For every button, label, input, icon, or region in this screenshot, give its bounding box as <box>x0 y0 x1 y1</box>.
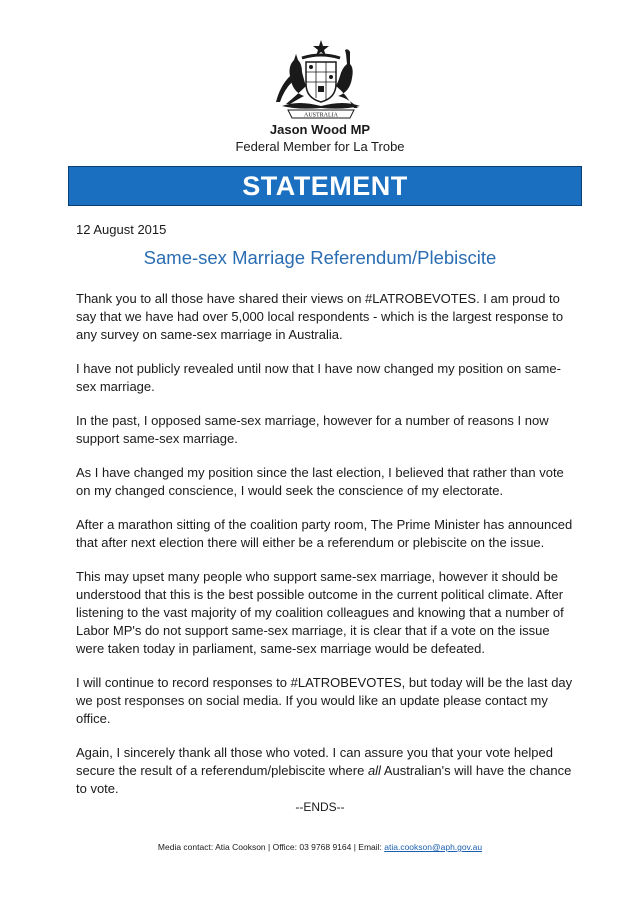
final-paragraph-emphasis: all <box>367 763 381 778</box>
crest-scroll-text: AUSTRALIA <box>304 112 338 119</box>
statement-date: 12 August 2015 <box>76 222 167 237</box>
paragraph: I have not publicly revealed until now that I have now changed my position on same-sex marriage. <box>76 361 561 394</box>
paragraph: Thank you to all those have shared their views on #LATROBEVOTES. I am proud to say that we have had over 5,000 local respondents - which is the largest response to any survey on same-sex marriage in Australia. <box>76 291 564 342</box>
statement-title: Same-sex Marriage Referendum/Plebiscite <box>143 247 497 268</box>
statement-body <box>76 290 576 814</box>
final-paragraph-end: Australian's will have the chance to vote. <box>76 763 572 796</box>
paragraph: As I have changed my position since the last election, I believed that rather than vote on my changed conscience, I would seek the conscience of my electorate. <box>76 465 564 498</box>
final-paragraph <box>76 744 576 798</box>
paragraph: I will continue to record responses to #LATROBEVOTES, but today will be the last day we post responses on social media. If you would like an update please contact my office. <box>76 675 573 726</box>
crest-wattle <box>282 103 360 109</box>
footer-contact-text: Media contact: Atia Cookson | Office: 03 9768 9164 | Email: <box>157 842 385 852</box>
paragraph: After a marathon sitting of the coalition party room, The Prime Minister has announced that after next election there will either be a referendum or plebiscite on the issue. <box>76 517 573 550</box>
ends-marker: --ENDS-- <box>295 800 345 814</box>
final-paragraph-start: Again, I sincerely thank all those who voted. I can assure you that your vote helped secure the result of a referendum/plebiscite where <box>76 745 553 778</box>
footer-email-link[interactable]: atia.cookson@aph.gov.au <box>384 842 483 852</box>
member-name: Jason Wood MP <box>269 122 371 137</box>
media-contact-footer <box>0 842 640 852</box>
coat-of-arms-emblem <box>268 38 374 120</box>
statement-banner <box>68 166 582 206</box>
crest-wreath <box>302 55 340 58</box>
member-role: Federal Member for La Trobe <box>235 139 405 154</box>
statement-banner-label: STATEMENT <box>242 170 408 201</box>
paragraph: In the past, I opposed same-sex marriage, however for a number of reasons I now support same-sex marriage. <box>76 413 549 446</box>
paragraph: This may upset many people who support same-sex marriage, however it should be understood that this is the best possible outcome in the current political climate. After listening to the vast majority of my coalition colleagues and knowing that a number of Labor MP's do not support same-sex marriage, it is clear that if a vote on the issue were taken today in parliament, same-sex marriage would be defeated. <box>76 569 564 656</box>
